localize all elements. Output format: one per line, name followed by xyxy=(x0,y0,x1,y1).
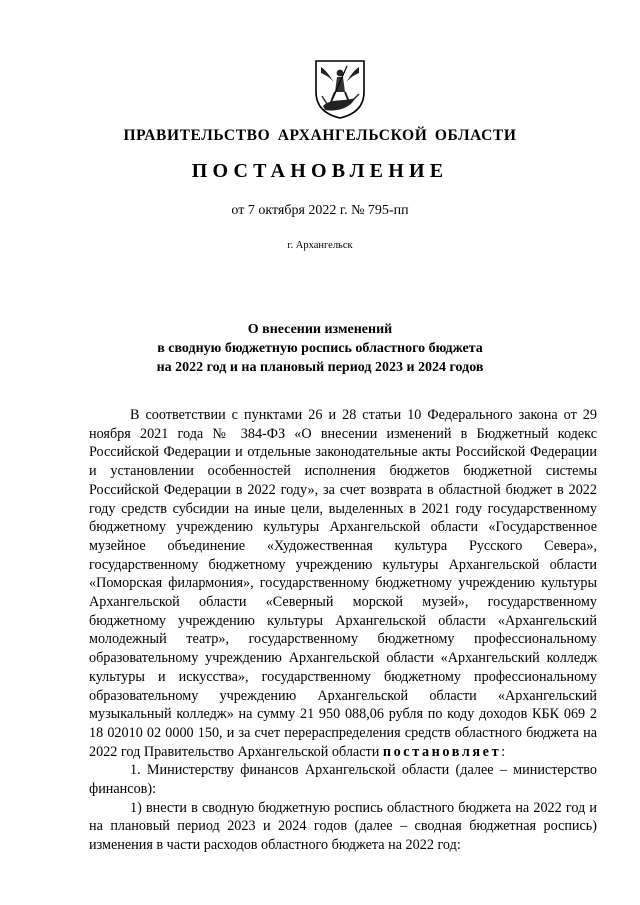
subject-line: О внесении изменений xyxy=(247,322,393,337)
subject-line: в сводную бюджетную роспись областного бюджета xyxy=(157,341,483,356)
document-subject xyxy=(0,320,640,377)
document-body xyxy=(89,406,597,855)
subject-line: на 2022 год и на плановый период 2023 и 2024 годов xyxy=(156,360,484,375)
resolves-keyword: постановляет xyxy=(382,743,502,760)
preamble-text: В соответствии с пунктами 26 и 28 статьи 10 Федерального закона от 29 ноября 2021 года № 384-ФЗ «О внесении изменений в Бюджетный кодекс Российской Федерации и отдельные законодательные акты Российской Федерации и установлении особенностей исполнения бюджетов бюджетной системы Российской Федерации в 2022 году», за счет возврата в областной бюджет в 2022 году средств субсидии на иные цели, выделенных в 2021 году государственному бюджетному учреждению культуры Архангельской области «Государственное музейное объединение «Художественная культура Русского Севера», государственному бюджетному учреждению культуры Архангельской области «Поморская филармония», государственному бюджетному учреждению культуры Архангельской области «Северный морской музей», государственному бюджетному учреждению культуры Архангельской области «Архангельский молодежный театр», государственному бюджетному профессиональному образовательному учреждению Архангельской области «Архангельский колледж культуры и искусства», государственному бюджетному профессиональному образовательному учреждению Архангельской области «Архангельский музыкальный колледж» на сумму 21 950 088,06 рубля по коду доходов КБК 069 2 18 02010 02 0000 150, и за счет перераспределения средств областного бюджета на 2022 год Правительство Архангельской области xyxy=(89,407,597,760)
resolves-colon: : xyxy=(501,743,506,760)
coat-of-arms-emblem xyxy=(313,58,367,120)
clause-1-subitem-1: 1) внести в сводную бюджетную роспись областного бюджета на 2022 год и на плановый период 2023 и 2024 годов (далее – сводная бюджетная роспись) изменения в части расходов областного бюджета на 2022 год: xyxy=(89,799,597,854)
document-date-number: от 7 октября 2022 г. № 795-пп xyxy=(231,203,409,218)
preamble-paragraph xyxy=(89,406,597,761)
clause-1: 1. Министерству финансов Архангельской области (далее – министерство финансов): xyxy=(89,762,597,798)
government-title: ПРАВИТЕЛЬСТВО АРХАНГЕЛЬСКОЙ ОБЛАСТИ xyxy=(123,127,517,144)
document-type-title: ПОСТАНОВЛЕНИЕ xyxy=(191,160,449,182)
document-city: г. Архангельск xyxy=(287,240,353,251)
